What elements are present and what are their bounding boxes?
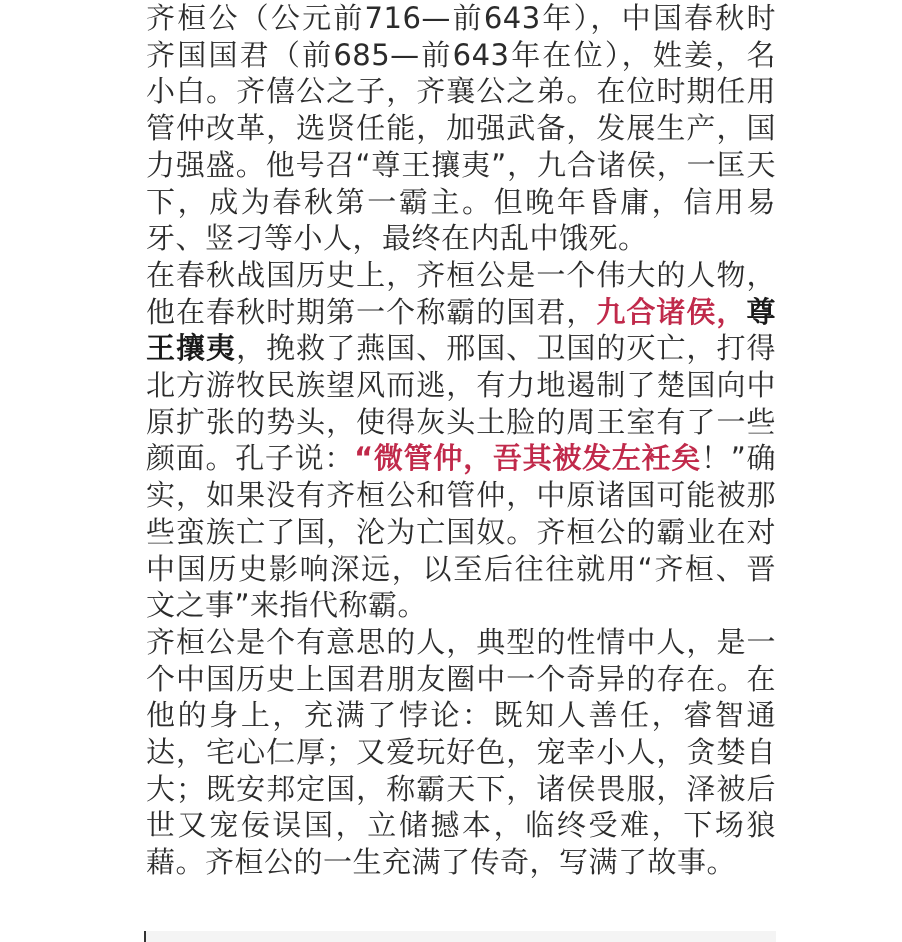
text-cursor xyxy=(144,931,146,942)
paragraph-hegemony-text-3: ！”确实，如果没有齐桓公和管仲，中原诸国可能被那些蛮族亡了国，沦为亡国奴。齐桓公的霸业在对中国历史影响深远，以至后往往就用“齐桓、晋文之事”来指代称霸。 xyxy=(146,441,776,623)
paragraph-hegemony-text-1: 在春秋战国历史上，齐桓公是一个伟大的人物，他在春秋时期第一个称霸的国君， xyxy=(146,257,776,329)
paragraph-hegemony xyxy=(146,257,776,624)
highlight-nine-alliances: 九合诸侯， xyxy=(596,294,747,329)
highlight-revere-king: 尊王攘夷 xyxy=(146,294,776,366)
paragraph-character: 齐桓公是个有意思的人，典型的性情中人，是一个中国历史上国君朋友圈中一个奇异的存在。在他的身上，充满了悖论：既知人善任，睿智通达，宅心仁厚；又爱玩好色，宠幸小人，贪婪自大；既安邦定国，称霸天下，诸侯畏服，泽被后世又宠佞误国，立储撼本，临终受难，下场狼藉。齐桓公的一生充满了传奇，写满了故事。 xyxy=(146,624,776,880)
paragraph-hegemony-text-2: ，挽救了燕国、邢国、卫国的灭亡，打得北方游牧民族望风而逃，有力地遏制了楚国向中原扩张的势头，使得灰头土脸的周王室有了一些颜面。孔子说： xyxy=(146,331,776,476)
highlight-confucius-quote: “微管仲，吾其被发左衽矣 xyxy=(354,441,701,476)
article-body xyxy=(146,0,776,881)
paragraph-intro: 齐桓公（公元前716—前643年），中国春秋时齐国国君（前685—前643年在位），姓姜，名小白。齐僖公之子，齐襄公之弟。在位时期任用管仲改革，选贤任能，加强武备，发展生产，国力强盛。他号召“尊王攘夷”，九合诸侯，一匡天下，成为春秋第一霸主。但晚年昏庸，信用易牙、竖刁等小人，最终在内乱中饿死。 xyxy=(146,1,776,256)
next-section-edge xyxy=(144,931,776,942)
